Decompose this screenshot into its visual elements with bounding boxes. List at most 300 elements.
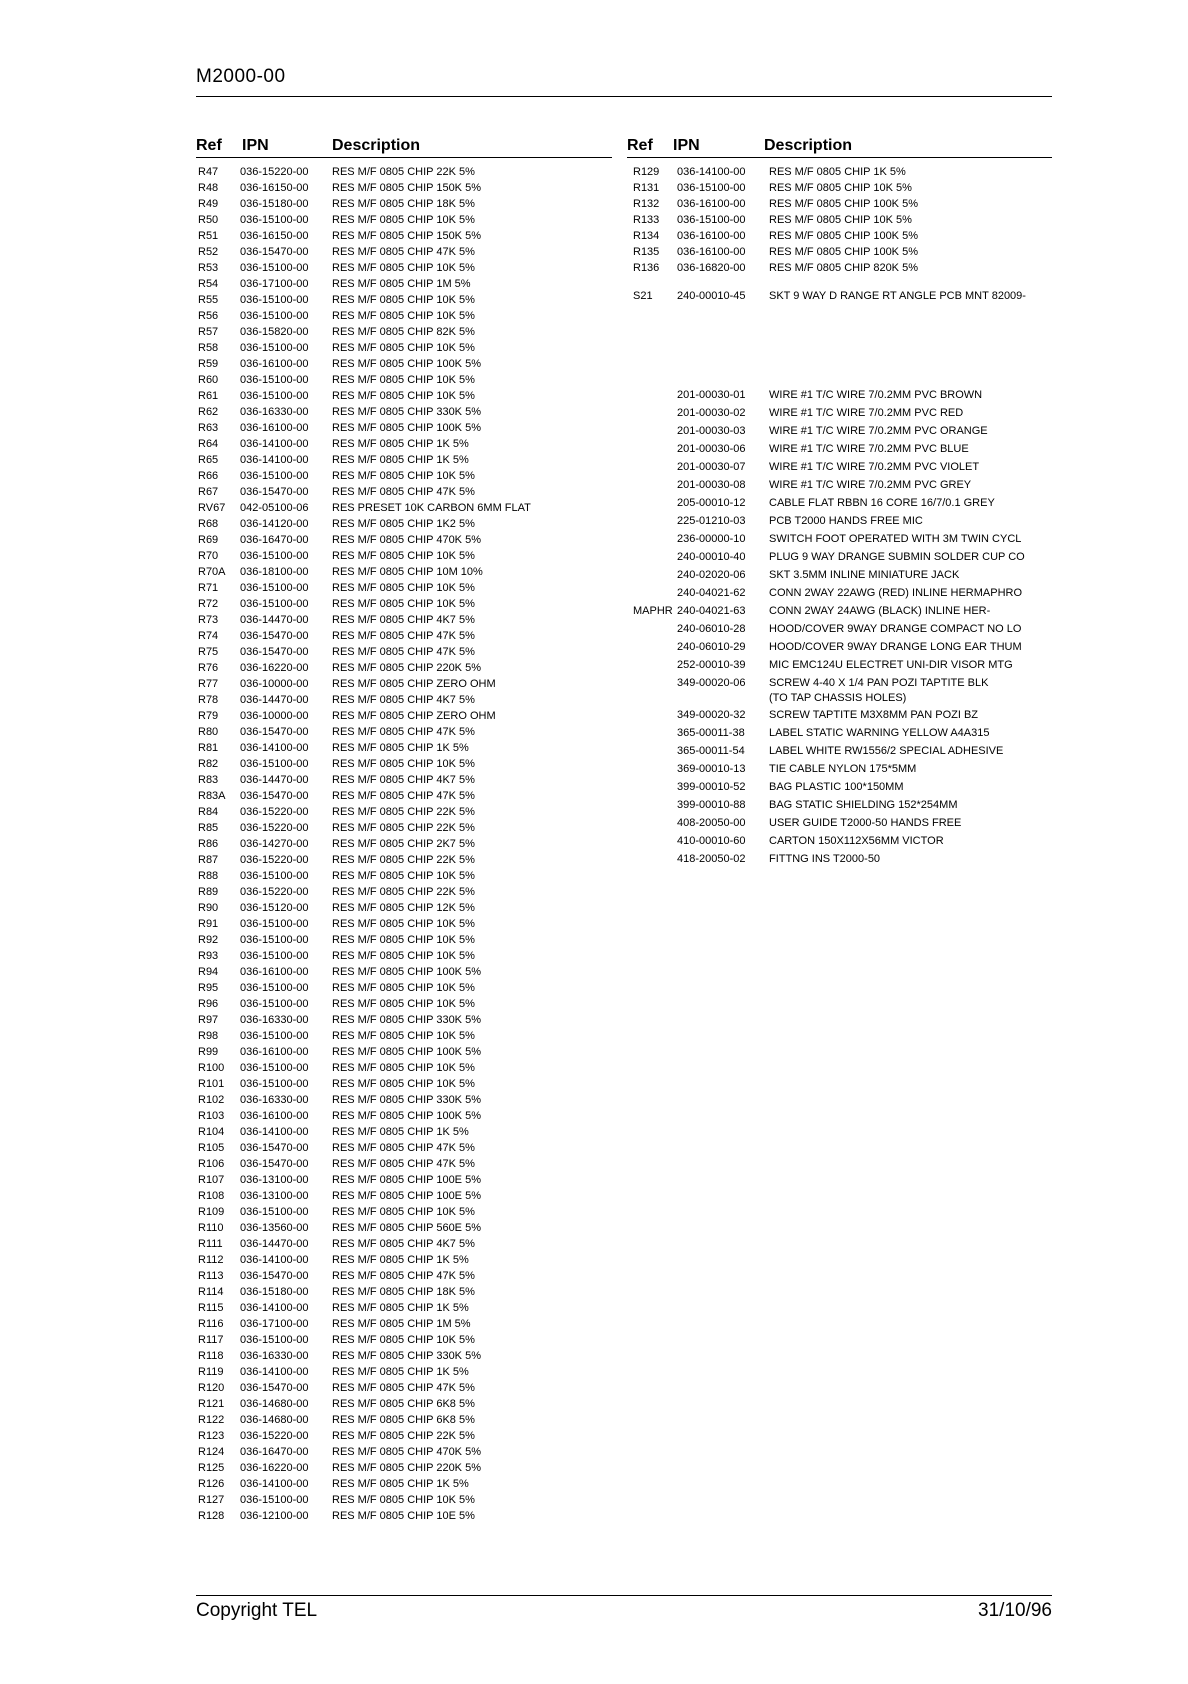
cell-description: RES M/F 0805 CHIP 10K 5% xyxy=(332,214,475,226)
header-description: Description xyxy=(764,137,853,154)
cell-description: RES M/F 0805 CHIP 82K 5% xyxy=(332,326,475,338)
cell-ipn: 036-14100-00 xyxy=(240,1302,309,1314)
table-body xyxy=(196,164,612,1524)
header-ref: Ref xyxy=(196,137,222,154)
table-row xyxy=(627,288,1052,304)
cell-ref: R98 xyxy=(198,1030,219,1042)
cell-description: RES M/F 0805 CHIP 6K8 5% xyxy=(332,1414,475,1426)
cell-ref: R84 xyxy=(198,806,219,818)
table-row xyxy=(196,1044,612,1060)
table-row xyxy=(627,440,1052,458)
cell-ref: R107 xyxy=(198,1174,225,1186)
cell-description: PCB T2000 HANDS FREE MIC xyxy=(769,515,923,527)
cell-ref: R75 xyxy=(198,646,219,658)
cell-ref: R50 xyxy=(198,214,219,226)
cell-description: RES M/F 0805 CHIP 1M 5% xyxy=(332,1318,471,1330)
table-row xyxy=(196,772,612,788)
cell-description: RES M/F 0805 CHIP 10K 5% xyxy=(332,1078,475,1090)
cell-description: RES M/F 0805 CHIP 22K 5% xyxy=(332,806,475,818)
table-row xyxy=(196,292,612,308)
cell-ipn: 236-00000-10 xyxy=(677,533,746,545)
cell-ipn: 036-16220-00 xyxy=(240,662,309,674)
table-row xyxy=(196,1380,612,1396)
cell-ref: R108 xyxy=(198,1190,225,1202)
cell-ipn: 036-12100-00 xyxy=(240,1510,309,1522)
cell-ipn: 036-18100-00 xyxy=(240,566,309,578)
cell-ipn: 036-13560-00 xyxy=(240,1222,309,1234)
cell-ipn: 036-15100-00 xyxy=(240,342,309,354)
cell-description: SCREW TAPTITE M3X8MM PAN POZI BZ xyxy=(769,709,979,721)
cell-ipn: 036-15470-00 xyxy=(240,1158,309,1170)
cell-description: WIRE #1 T/C WIRE 7/0.2MM PVC VIOLET xyxy=(769,461,980,473)
table-row xyxy=(196,900,612,916)
cell-ipn: 036-15100-00 xyxy=(240,294,309,306)
table-row xyxy=(627,244,1052,260)
cell-description: RES M/F 0805 CHIP 10E 5% xyxy=(332,1510,475,1522)
table-row xyxy=(196,164,612,180)
table-row xyxy=(196,1396,612,1412)
cell-ipn: 036-16470-00 xyxy=(240,1446,309,1458)
cell-ref: R127 xyxy=(198,1494,225,1506)
cell-description: RES M/F 0805 CHIP 100K 5% xyxy=(769,230,918,242)
table-row xyxy=(627,832,1052,850)
cell-ipn: 036-15470-00 xyxy=(240,630,309,642)
cell-ref: R103 xyxy=(198,1110,225,1122)
cell-ipn: 240-06010-29 xyxy=(677,641,746,653)
cell-ipn: 036-15120-00 xyxy=(240,902,309,914)
cell-ref: R85 xyxy=(198,822,219,834)
cell-description: MIC EMC124U ELECTRET UNI-DIR VISOR MTG xyxy=(769,659,1013,671)
cell-ref: R49 xyxy=(198,198,219,210)
cell-description: RES M/F 0805 CHIP 4K7 5% xyxy=(332,694,475,706)
table-row xyxy=(196,1252,612,1268)
table-body xyxy=(627,386,1052,868)
table-row xyxy=(196,1268,612,1284)
cell-ref: R132 xyxy=(633,198,660,210)
cell-ref: R58 xyxy=(198,342,219,354)
cell-description: RES M/F 0805 CHIP 100E 5% xyxy=(332,1174,481,1186)
cell-description: RES M/F 0805 CHIP 10K 5% xyxy=(332,262,475,274)
table-row xyxy=(196,484,612,500)
cell-description: RES M/F 0805 CHIP 10K 5% xyxy=(332,390,475,402)
cell-ipn: 036-15100-00 xyxy=(240,758,309,770)
header-ref: Ref xyxy=(627,137,653,154)
cell-description: RES M/F 0805 CHIP 10K 5% xyxy=(332,470,475,482)
cell-description: RES M/F 0805 CHIP 100K 5% xyxy=(332,422,481,434)
footer-date: 31/10/96 xyxy=(978,1600,1052,1621)
cell-ipn: 036-15470-00 xyxy=(240,790,309,802)
cell-ref: R90 xyxy=(198,902,219,914)
table-row xyxy=(196,1140,612,1156)
cell-description: RES M/F 0805 CHIP 10M 10% xyxy=(332,566,483,578)
table-row xyxy=(627,706,1052,724)
table-row xyxy=(196,516,612,532)
table-row xyxy=(196,324,612,340)
cell-description: RES M/F 0805 CHIP 1K 5% xyxy=(332,1478,469,1490)
footer-rule xyxy=(196,1595,1052,1596)
cell-description: CABLE FLAT RBBN 16 CORE 16/7/0.1 GREY xyxy=(769,497,995,509)
cell-ipn: 036-15100-00 xyxy=(240,934,309,946)
cell-ipn: 365-00011-54 xyxy=(677,745,745,757)
cell-description: WIRE #1 T/C WIRE 7/0.2MM PVC RED xyxy=(769,407,964,419)
cell-ipn: 036-14120-00 xyxy=(240,518,309,530)
table-row xyxy=(196,452,612,468)
table-row xyxy=(196,580,612,596)
cell-ref: R112 xyxy=(198,1254,224,1266)
cell-ipn: 036-16820-00 xyxy=(677,262,746,274)
table-row xyxy=(196,228,612,244)
cell-ipn: 036-14470-00 xyxy=(240,774,309,786)
cell-ipn: 036-15470-00 xyxy=(240,1270,309,1282)
cell-description: RES M/F 0805 CHIP 10K 5% xyxy=(769,182,912,194)
cell-description: RES M/F 0805 CHIP 10K 5% xyxy=(332,1206,475,1218)
table-row xyxy=(196,1476,612,1492)
cell-ipn: 036-15220-00 xyxy=(240,822,309,834)
cell-ref: R118 xyxy=(198,1350,224,1362)
cell-ipn: 036-15100-00 xyxy=(677,214,746,226)
header-ipn: IPN xyxy=(673,137,700,154)
cell-description: RES M/F 0805 CHIP 10K 5% xyxy=(332,310,475,322)
cell-ipn: 410-00010-60 xyxy=(677,835,746,847)
table-row xyxy=(196,804,612,820)
cell-description: RES M/F 0805 CHIP 47K 5% xyxy=(332,790,475,802)
cell-ref: R76 xyxy=(198,662,219,674)
cell-ipn: 205-00010-12 xyxy=(677,497,746,509)
table-row xyxy=(196,404,612,420)
table-row xyxy=(196,564,612,580)
cell-description: RES M/F 0805 CHIP 470K 5% xyxy=(332,1446,481,1458)
cell-ipn: 036-15180-00 xyxy=(240,198,309,210)
page-title: M2000-00 xyxy=(196,66,286,87)
table-row xyxy=(627,656,1052,674)
cell-ref: R100 xyxy=(198,1062,225,1074)
cell-description: RES M/F 0805 CHIP 47K 5% xyxy=(332,1382,475,1394)
cell-description: RES M/F 0805 CHIP 10K 5% xyxy=(332,918,475,930)
cell-ipn: 240-04021-62 xyxy=(677,587,746,599)
cell-ref: R70A xyxy=(198,566,226,578)
cell-ref: R95 xyxy=(198,982,219,994)
table-row xyxy=(627,260,1052,276)
cell-ref: R83 xyxy=(198,774,219,786)
cell-ipn: 036-10000-00 xyxy=(240,678,309,690)
cell-ipn: 349-00020-06 xyxy=(677,677,746,689)
table-row xyxy=(196,1444,612,1460)
cell-ipn: 349-00020-32 xyxy=(677,709,746,721)
cell-ref: R97 xyxy=(198,1014,219,1026)
table-row xyxy=(196,932,612,948)
cell-ref: R51 xyxy=(198,230,219,242)
table-row xyxy=(196,692,612,708)
table-row xyxy=(627,602,1052,620)
table-row xyxy=(627,494,1052,512)
cell-description: RES M/F 0805 CHIP 220K 5% xyxy=(332,662,481,674)
cell-ipn: 036-15220-00 xyxy=(240,886,309,898)
cell-ref: R56 xyxy=(198,310,219,322)
cell-ref: R53 xyxy=(198,262,219,274)
cell-description: RES M/F 0805 CHIP 47K 5% xyxy=(332,1270,475,1282)
cell-description: CONN 2WAY 24AWG (BLACK) INLINE HER- xyxy=(769,605,991,617)
cell-description: RES M/F 0805 CHIP 100K 5% xyxy=(769,198,918,210)
cell-description: SKT 3.5MM INLINE MINIATURE JACK xyxy=(769,569,960,581)
cell-description: RES M/F 0805 CHIP 47K 5% xyxy=(332,1158,475,1170)
header-description: Description xyxy=(332,137,421,154)
table-row xyxy=(627,196,1052,212)
cell-ref: R61 xyxy=(198,390,219,402)
cell-ref: R116 xyxy=(198,1318,224,1330)
cell-description: FITTNG INS T2000-50 xyxy=(769,853,881,865)
cell-description: RES M/F 0805 CHIP 47K 5% xyxy=(332,646,475,658)
cell-ipn: 036-16100-00 xyxy=(240,1046,309,1058)
cell-ipn: 036-15220-00 xyxy=(240,854,309,866)
cell-ipn: 036-15100-00 xyxy=(240,1206,309,1218)
cell-ref: R89 xyxy=(198,886,219,898)
cell-ipn: 036-16330-00 xyxy=(240,1094,309,1106)
cell-ipn: 252-00010-39 xyxy=(677,659,746,671)
cell-description: SKT 9 WAY D RANGE RT ANGLE PCB MNT 82009- xyxy=(769,290,1026,302)
table-row xyxy=(196,996,612,1012)
cell-description: RES M/F 0805 CHIP 150K 5% xyxy=(332,230,481,242)
cell-description: RES M/F 0805 CHIP 12K 5% xyxy=(332,902,475,914)
cell-ipn: 036-15100-00 xyxy=(677,182,746,194)
cell-ipn: 036-15470-00 xyxy=(240,486,309,498)
cell-description: RES M/F 0805 CHIP 1K 5% xyxy=(332,742,469,754)
cell-ipn: 036-16150-00 xyxy=(240,182,309,194)
cell-ipn: 369-00010-13 xyxy=(677,763,746,775)
cell-ref: R68 xyxy=(198,518,219,530)
cell-ipn: 201-00030-01 xyxy=(677,389,746,401)
table-row xyxy=(627,814,1052,832)
table-row xyxy=(196,420,612,436)
cell-description: RES M/F 0805 CHIP 1K 5% xyxy=(332,438,469,450)
cell-description: RES M/F 0805 CHIP 10K 5% xyxy=(332,1494,475,1506)
cell-ref: R74 xyxy=(198,630,219,642)
cell-ipn: 036-15470-00 xyxy=(240,246,309,258)
cell-ipn: 036-15100-00 xyxy=(240,598,309,610)
table-row xyxy=(196,468,612,484)
table-row xyxy=(627,778,1052,796)
table-row xyxy=(196,372,612,388)
cell-ipn: 036-16100-00 xyxy=(677,230,746,242)
cell-ipn: 036-14100-00 xyxy=(240,1254,309,1266)
table-row xyxy=(196,676,612,692)
cell-ipn: 036-15100-00 xyxy=(240,310,309,322)
cell-description: LABEL STATIC WARNING YELLOW A4A315 xyxy=(769,727,990,739)
cell-ipn: 036-15100-00 xyxy=(240,998,309,1010)
cell-ref: R111 xyxy=(198,1238,223,1250)
cell-ipn: 201-00030-02 xyxy=(677,407,746,419)
cell-description: RES M/F 0805 CHIP 4K7 5% xyxy=(332,614,475,626)
cell-ref: R120 xyxy=(198,1382,225,1394)
cell-description: PLUG 9 WAY DRANGE SUBMIN SOLDER CUP CO xyxy=(769,551,1025,563)
table-row xyxy=(627,796,1052,814)
cell-ref: R113 xyxy=(198,1270,224,1282)
cell-description: RES M/F 0805 CHIP 100K 5% xyxy=(332,1110,481,1122)
cell-ipn: 036-14100-00 xyxy=(240,1366,309,1378)
cell-description: RES M/F 0805 CHIP 10K 5% xyxy=(332,294,475,306)
table-row xyxy=(196,660,612,676)
table-row xyxy=(196,1012,612,1028)
cell-ipn: 036-15100-00 xyxy=(240,950,309,962)
cell-ipn: 036-15100-00 xyxy=(240,1078,309,1090)
table-row xyxy=(627,458,1052,476)
cell-ref: R63 xyxy=(198,422,219,434)
table-row xyxy=(196,1332,612,1348)
header-rule xyxy=(196,96,1052,97)
cell-description: HOOD/COVER 9WAY DRANGE COMPACT NO LO xyxy=(769,623,1022,635)
cell-description: RES M/F 0805 CHIP 1K 5% xyxy=(332,454,469,466)
table-row xyxy=(627,620,1052,638)
cell-description-continued: (TO TAP CHASSIS HOLES) xyxy=(769,692,907,704)
cell-ref: R86 xyxy=(198,838,219,850)
cell-ipn: 036-16100-00 xyxy=(677,246,746,258)
table-row xyxy=(196,260,612,276)
cell-ref: R133 xyxy=(633,214,660,226)
cell-ref: R62 xyxy=(198,406,219,418)
table-row xyxy=(627,584,1052,602)
cell-description: RES M/F 0805 CHIP 47K 5% xyxy=(332,630,475,642)
cell-ref: R99 xyxy=(198,1046,219,1058)
table-row xyxy=(196,436,612,452)
cell-ipn: 036-15100-00 xyxy=(240,1494,309,1506)
table-row xyxy=(196,1236,612,1252)
cell-ipn: 036-17100-00 xyxy=(240,278,309,290)
cell-ref: R54 xyxy=(198,278,219,290)
cell-description: RES M/F 0805 CHIP 330K 5% xyxy=(332,1094,481,1106)
table-row xyxy=(196,1076,612,1092)
table-row xyxy=(196,548,612,564)
cell-ref: R52 xyxy=(198,246,219,258)
table-body xyxy=(627,164,1052,276)
cell-ref: R129 xyxy=(633,166,660,178)
cell-ipn: 036-16100-00 xyxy=(677,198,746,210)
cell-description: RES M/F 0805 CHIP 47K 5% xyxy=(332,1142,475,1154)
cell-ipn: 201-00030-06 xyxy=(677,443,746,455)
table-row xyxy=(196,852,612,868)
cell-ipn: 036-15220-00 xyxy=(240,806,309,818)
cell-description: RES M/F 0805 CHIP 100K 5% xyxy=(332,966,481,978)
table-row xyxy=(627,548,1052,566)
cell-ipn: 036-10000-00 xyxy=(240,710,309,722)
table-row xyxy=(196,532,612,548)
table-row xyxy=(196,1492,612,1508)
table-row xyxy=(627,724,1052,742)
table-row xyxy=(627,476,1052,494)
cell-ipn: 036-16330-00 xyxy=(240,1014,309,1026)
cell-description: BAG PLASTIC 100*150MM xyxy=(769,781,904,793)
cell-description: RES M/F 0805 CHIP 330K 5% xyxy=(332,1014,481,1026)
table-row xyxy=(196,212,612,228)
cell-ipn: 036-14100-00 xyxy=(240,1478,309,1490)
cell-ipn: 036-14470-00 xyxy=(240,1238,309,1250)
cell-description: RES M/F 0805 CHIP 10K 5% xyxy=(332,1062,475,1074)
cell-ipn: 036-15470-00 xyxy=(240,726,309,738)
cell-description: SCREW 4-40 X 1/4 PAN POZI TAPTITE BLK xyxy=(769,677,989,689)
table-row xyxy=(196,276,612,292)
cell-ref: R67 xyxy=(198,486,219,498)
table-row xyxy=(196,724,612,740)
table-row xyxy=(627,164,1052,180)
table-row xyxy=(196,708,612,724)
cell-ipn: 036-16330-00 xyxy=(240,406,309,418)
cell-ref: R78 xyxy=(198,694,219,706)
cell-ipn: 036-13100-00 xyxy=(240,1174,309,1186)
table-row xyxy=(196,1316,612,1332)
cell-ref: R71 xyxy=(198,582,219,594)
cell-ref: R92 xyxy=(198,934,219,946)
table-row xyxy=(196,1124,612,1140)
table-row xyxy=(196,340,612,356)
cell-description: RES M/F 0805 CHIP 100E 5% xyxy=(332,1190,481,1202)
cell-ref: R64 xyxy=(198,438,219,450)
table-row xyxy=(196,644,612,660)
cell-description: RES M/F 0805 CHIP 22K 5% xyxy=(332,166,475,178)
cell-description: RES M/F 0805 CHIP 10K 5% xyxy=(332,550,475,562)
cell-ipn: 036-15100-00 xyxy=(240,1334,309,1346)
cell-description: RES M/F 0805 CHIP 47K 5% xyxy=(332,246,475,258)
table-row xyxy=(627,638,1052,656)
cell-ipn: 036-16100-00 xyxy=(240,1110,309,1122)
cell-ipn: 036-15100-00 xyxy=(240,582,309,594)
cell-ref: R69 xyxy=(198,534,219,546)
cell-ref: R102 xyxy=(198,1094,225,1106)
cell-ref: R91 xyxy=(198,918,219,930)
cell-ipn: 036-15100-00 xyxy=(240,262,309,274)
cell-description: RES M/F 0805 CHIP 4K7 5% xyxy=(332,1238,475,1250)
cell-description: RES M/F 0805 CHIP ZERO OHM xyxy=(332,678,496,690)
table-row xyxy=(196,388,612,404)
cell-description: BAG STATIC SHIELDING 152*254MM xyxy=(769,799,958,811)
table-row xyxy=(196,916,612,932)
cell-ipn: 036-13100-00 xyxy=(240,1190,309,1202)
table-row xyxy=(196,180,612,196)
table-row xyxy=(196,244,612,260)
cell-description: RES M/F 0805 CHIP 10K 5% xyxy=(332,342,475,354)
table-row xyxy=(627,386,1052,404)
cell-ipn: 225-01210-03 xyxy=(677,515,746,527)
cell-description: RES M/F 0805 CHIP 1K 5% xyxy=(332,1366,469,1378)
cell-ipn: 240-00010-45 xyxy=(677,290,746,302)
table-header xyxy=(196,137,612,158)
cell-ipn: 036-14100-00 xyxy=(240,742,309,754)
cell-ipn: 036-15100-00 xyxy=(240,870,309,882)
cell-ref: R79 xyxy=(198,710,219,722)
table-row xyxy=(627,422,1052,440)
cell-ref: R94 xyxy=(198,966,219,978)
cell-description: LABEL WHITE RW1556/2 SPECIAL ADHESIVE xyxy=(769,745,1004,757)
table-row xyxy=(196,884,612,900)
cell-ref: R72 xyxy=(198,598,219,610)
cell-ipn: 036-15470-00 xyxy=(240,1382,309,1394)
cell-ipn: 365-00011-38 xyxy=(677,727,745,739)
table-row xyxy=(196,1108,612,1124)
cell-ipn: 036-14100-00 xyxy=(240,438,309,450)
cell-description: RES M/F 0805 CHIP 150K 5% xyxy=(332,182,481,194)
cell-description: RES M/F 0805 CHIP 560E 5% xyxy=(332,1222,481,1234)
table-row xyxy=(627,180,1052,196)
cell-ipn: 201-00030-07 xyxy=(677,461,746,473)
cell-ref: R47 xyxy=(198,166,219,178)
cell-description: RES M/F 0805 CHIP 10K 5% xyxy=(332,950,475,962)
cell-description: RES M/F 0805 CHIP 100K 5% xyxy=(332,1046,481,1058)
cell-description: RES M/F 0805 CHIP 10K 5% xyxy=(332,934,475,946)
cell-description: RES M/F 0805 CHIP 10K 5% xyxy=(332,998,475,1010)
cell-description: RES M/F 0805 CHIP 4K7 5% xyxy=(332,774,475,786)
cell-description: RES M/F 0805 CHIP 2K7 5% xyxy=(332,838,475,850)
cell-ref: R77 xyxy=(198,678,219,690)
cell-ref: R57 xyxy=(198,326,219,338)
table-row xyxy=(196,1092,612,1108)
cell-ref: R110 xyxy=(198,1222,224,1234)
